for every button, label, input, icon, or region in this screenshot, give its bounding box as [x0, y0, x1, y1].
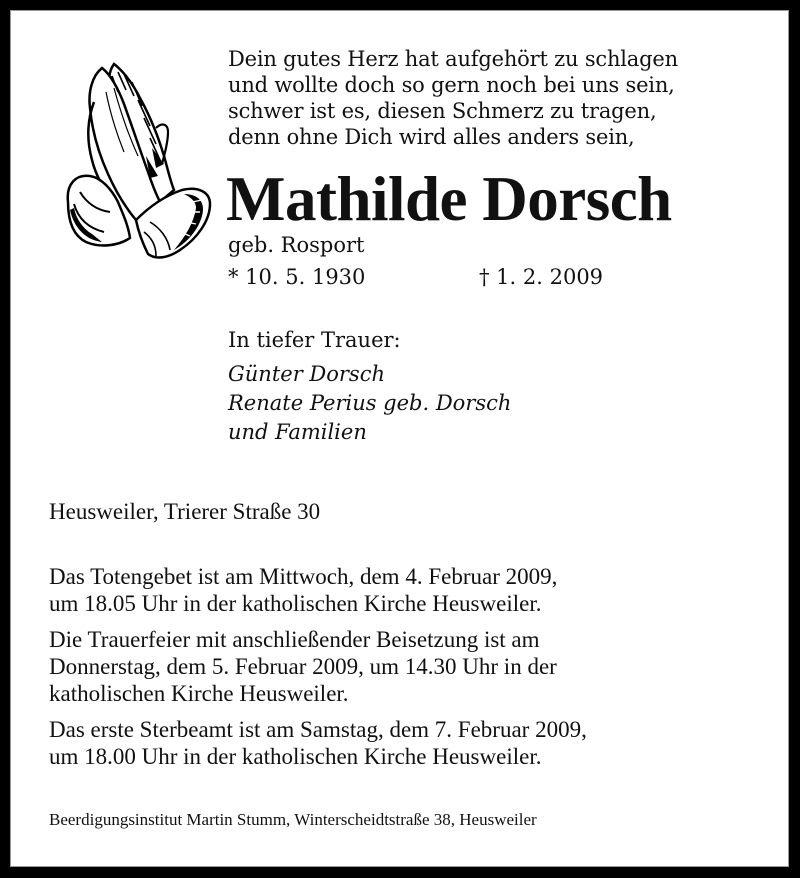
notice-line: katholischen Kirche Heusweiler. [49, 681, 349, 706]
notice-prayer [49, 563, 769, 617]
praying-hands-icon [52, 52, 212, 262]
death-date: † 1. 2. 2009 [479, 265, 604, 289]
obituary-notice [10, 10, 789, 867]
notice-funeral [49, 626, 769, 707]
funeral-home-footer: Beerdigungsinstitut Martin Stumm, Winterscheidtstraße 38, Heusweiler [49, 810, 537, 829]
family-address: Heusweiler, Trierer Straße 30 [49, 499, 321, 524]
notice-requiem [49, 716, 769, 770]
birth-date: * 10. 5. 1930 [228, 265, 366, 289]
notice-line: Die Trauerfeier mit anschließender Beisetzung ist am [49, 627, 540, 652]
notice-line: Donnerstag, dem 5. Februar 2009, um 14.30 Uhr in der [49, 654, 557, 679]
notice-line: Das Totengebet ist am Mittwoch, dem 4. Februar 2009, [49, 564, 558, 589]
poem-line: Dein gutes Herz hat aufgehört zu schlagen [228, 47, 678, 71]
deceased-name: Mathilde Dorsch [226, 164, 672, 234]
poem-line: und wollte doch so gern noch bei uns sein, [228, 73, 675, 97]
mourning-label: In tiefer Trauer: [228, 328, 401, 352]
mourner-name: und Familien [228, 420, 367, 444]
notice-line: um 18.00 Uhr in der katholischen Kirche Heusweiler. [49, 744, 542, 769]
poem-line: denn ohne Dich wird alles anders sein, [228, 125, 635, 149]
service-notices [49, 563, 769, 779]
mourner-name: Renate Perius geb. Dorsch [228, 391, 512, 415]
poem-verse [228, 46, 678, 150]
notice-line: um 18.05 Uhr in der katholischen Kirche Heusweiler. [49, 591, 542, 616]
notice-line: Das erste Sterbeamt ist am Samstag, dem 7. Februar 2009, [49, 717, 587, 742]
poem-line: schwer ist es, diesen Schmerz zu tragen, [228, 99, 657, 123]
mourners-list [228, 360, 511, 447]
mourner-name: Günter Dorsch [228, 362, 385, 386]
maiden-name: geb. Rosport [228, 233, 365, 257]
